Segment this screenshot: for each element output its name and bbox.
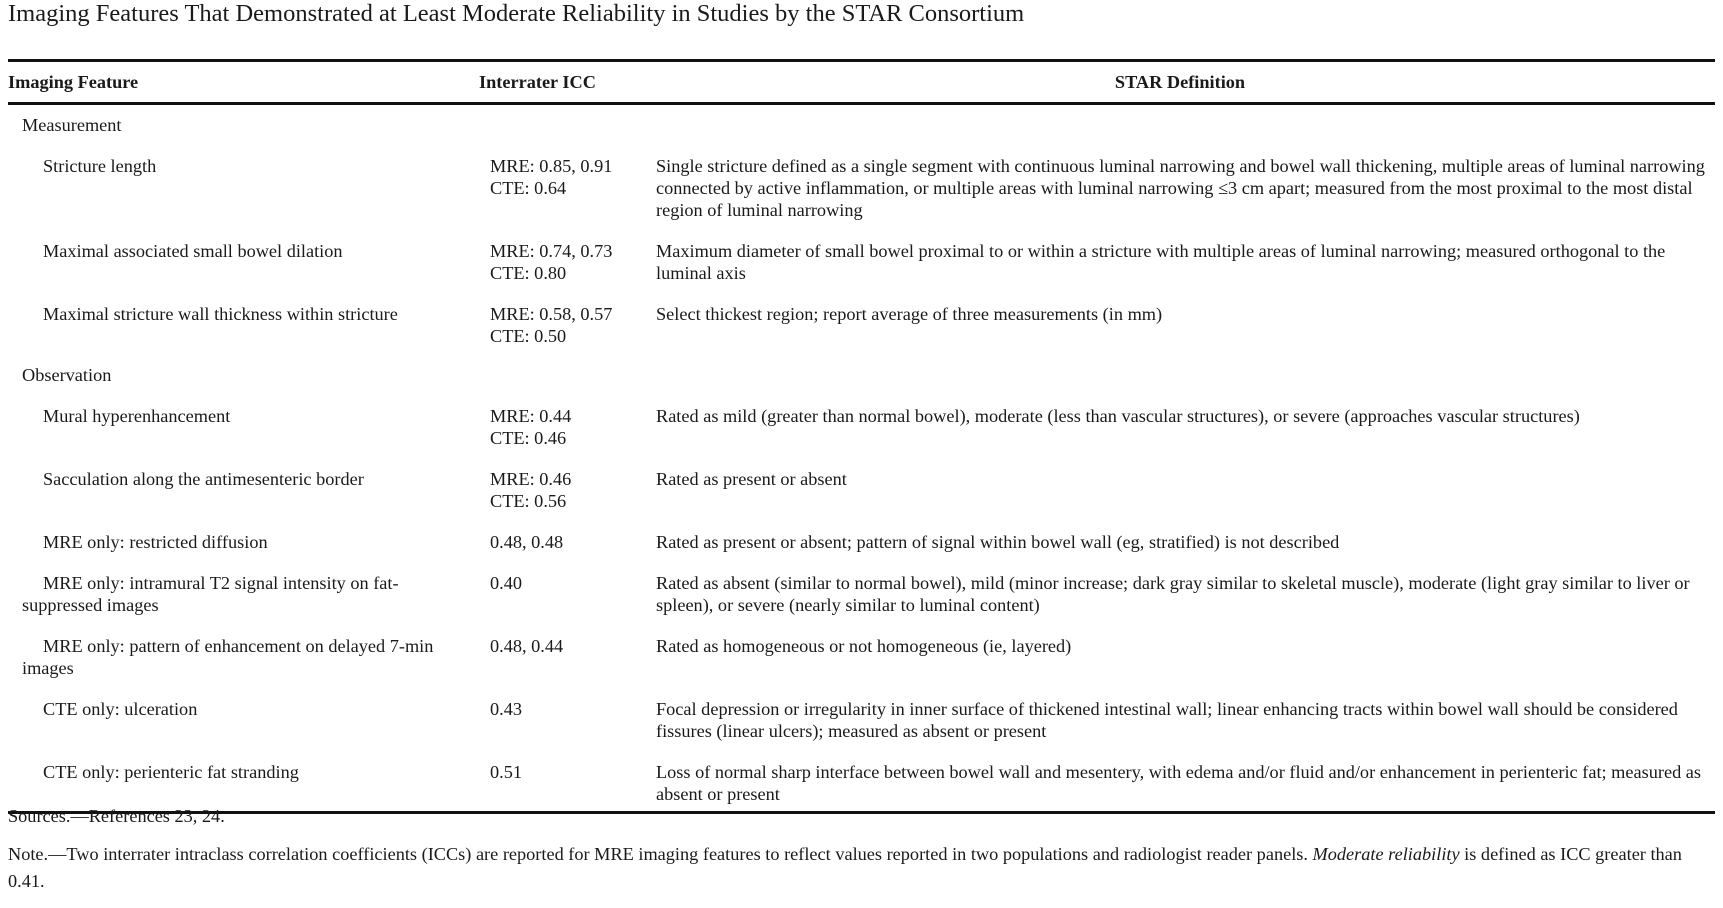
section-label: Measurement (22, 115, 122, 135)
table-footer (8, 803, 1715, 907)
icc-value: CTE: 0.46 (490, 428, 567, 448)
icc-value: 0.43 (490, 699, 522, 719)
note-text: Note.—Two interrater intraclass correlation coefficients (ICCs) are reported for MRE imaging features to reflect values reported in two populations and radiologist reader panels. (8, 844, 1313, 864)
definition-cell: Rated as absent (similar to normal bowel), mild (minor increase; dark gray similar to skeletal muscle), moderate (light gray similar to liver or spleen), or severe (nearly similar to luminal content) (656, 573, 1690, 615)
icc-value: CTE: 0.64 (490, 178, 567, 198)
note-text-end: is defined as ICC greater than 0.41. (8, 844, 1682, 891)
table-title: Imaging Features That Demonstrated at Least Moderate Reliability in Studies by the STAR Consortium (8, 0, 1025, 27)
icc-cell (479, 457, 645, 520)
reliability-note (8, 841, 1715, 895)
feature-cell: Sacculation along the antimesenteric border (43, 469, 364, 489)
table-row (8, 394, 1715, 457)
icc-value: CTE: 0.50 (490, 326, 567, 346)
icc-cell (479, 520, 645, 561)
icc-value: MRE: 0.74, 0.73 (490, 241, 613, 261)
icc-value: 0.51 (490, 762, 522, 782)
icc-value: MRE: 0.46 (490, 469, 572, 489)
feature-cell: Stricture length (43, 156, 157, 176)
feature-cell: CTE only: ulceration (43, 699, 198, 719)
definition-cell: Loss of normal sharp interface between bowel wall and mesentery, with edema and/or fluid and/or enhancement in perienteric fat; measured as absent or present (656, 762, 1702, 804)
reliability-table (8, 59, 1715, 814)
icc-cell (479, 144, 645, 229)
table-row (8, 144, 1715, 229)
feature-cell: MRE only: restricted diffusion (43, 532, 268, 552)
definition-cell: Single stricture defined as a single segment with continuous luminal narrowing and bowel wall thickening, multiple areas of luminal narrowing connected by active inflammation, or multiple areas with luminal narrowing ≤3 cm apart; measured from the most proximal to the most distal region of luminal narrowing (656, 156, 1705, 220)
table-body (8, 104, 1715, 813)
feature-cell: Mural hyperenhancement (43, 406, 231, 426)
icc-cell (479, 292, 645, 355)
definition-cell: Select thickest region; report average of three measurements (in mm) (656, 304, 1163, 324)
section-row (8, 104, 1715, 145)
feature-cell: Maximal associated small bowel dilation (43, 241, 343, 261)
table-row (8, 687, 1715, 750)
table-row (8, 229, 1715, 292)
sources-note: Sources.—References 23, 24. (8, 806, 225, 826)
table-row (8, 561, 1715, 624)
feature-cell: MRE only: intramural T2 signal intensity on fat-suppressed images (22, 573, 399, 615)
icc-value: MRE: 0.85, 0.91 (490, 156, 613, 176)
header-imaging-feature: Imaging Feature (8, 61, 479, 104)
header-interrater-icc: Interrater ICC (479, 61, 645, 104)
definition-cell: Rated as homogeneous or not homogeneous (ie, layered) (656, 636, 1072, 656)
definition-cell: Rated as mild (greater than normal bowel), moderate (less than vascular structures), or severe (approaches vascular structures) (656, 406, 1580, 426)
note-italic-term: Moderate reliability (1312, 844, 1460, 864)
table-row (8, 292, 1715, 355)
icc-cell (479, 394, 645, 457)
section-row (8, 355, 1715, 394)
icc-value: 0.48, 0.44 (490, 636, 564, 656)
document (8, 0, 1715, 891)
feature-cell: MRE only: pattern of enhancement on delayed 7-min images (22, 636, 434, 678)
icc-value: MRE: 0.58, 0.57 (490, 304, 613, 324)
definition-cell: Maximum diameter of small bowel proximal to or within a stricture with multiple areas of luminal narrowing; measured orthogonal to the luminal axis (656, 241, 1666, 283)
icc-cell (479, 561, 645, 624)
definition-cell: Rated as present or absent; pattern of signal within bowel wall (eg, stratified) is not described (656, 532, 1340, 552)
table-row (8, 624, 1715, 687)
table-row (8, 520, 1715, 561)
section-label: Observation (22, 365, 112, 385)
icc-cell (479, 687, 645, 750)
icc-value: MRE: 0.44 (490, 406, 572, 426)
feature-cell: CTE only: perienteric fat stranding (43, 762, 299, 782)
icc-value: CTE: 0.56 (490, 491, 567, 511)
definition-cell: Rated as present or absent (656, 469, 847, 489)
header-star-definition: STAR Definition (645, 61, 1715, 104)
table-row (8, 457, 1715, 520)
feature-cell: Maximal stricture wall thickness within stricture (43, 304, 398, 324)
header-row (8, 61, 1715, 104)
icc-cell (479, 624, 645, 687)
icc-value: 0.48, 0.48 (490, 532, 564, 552)
icc-value: 0.40 (490, 573, 522, 593)
icc-cell (479, 229, 645, 292)
icc-value: CTE: 0.80 (490, 263, 567, 283)
definition-cell: Focal depression or irregularity in inner surface of thickened intestinal wall; linear enhancing tracts within bowel wall should be considered fissures (linear ulcers); measured as absent or present (656, 699, 1678, 741)
